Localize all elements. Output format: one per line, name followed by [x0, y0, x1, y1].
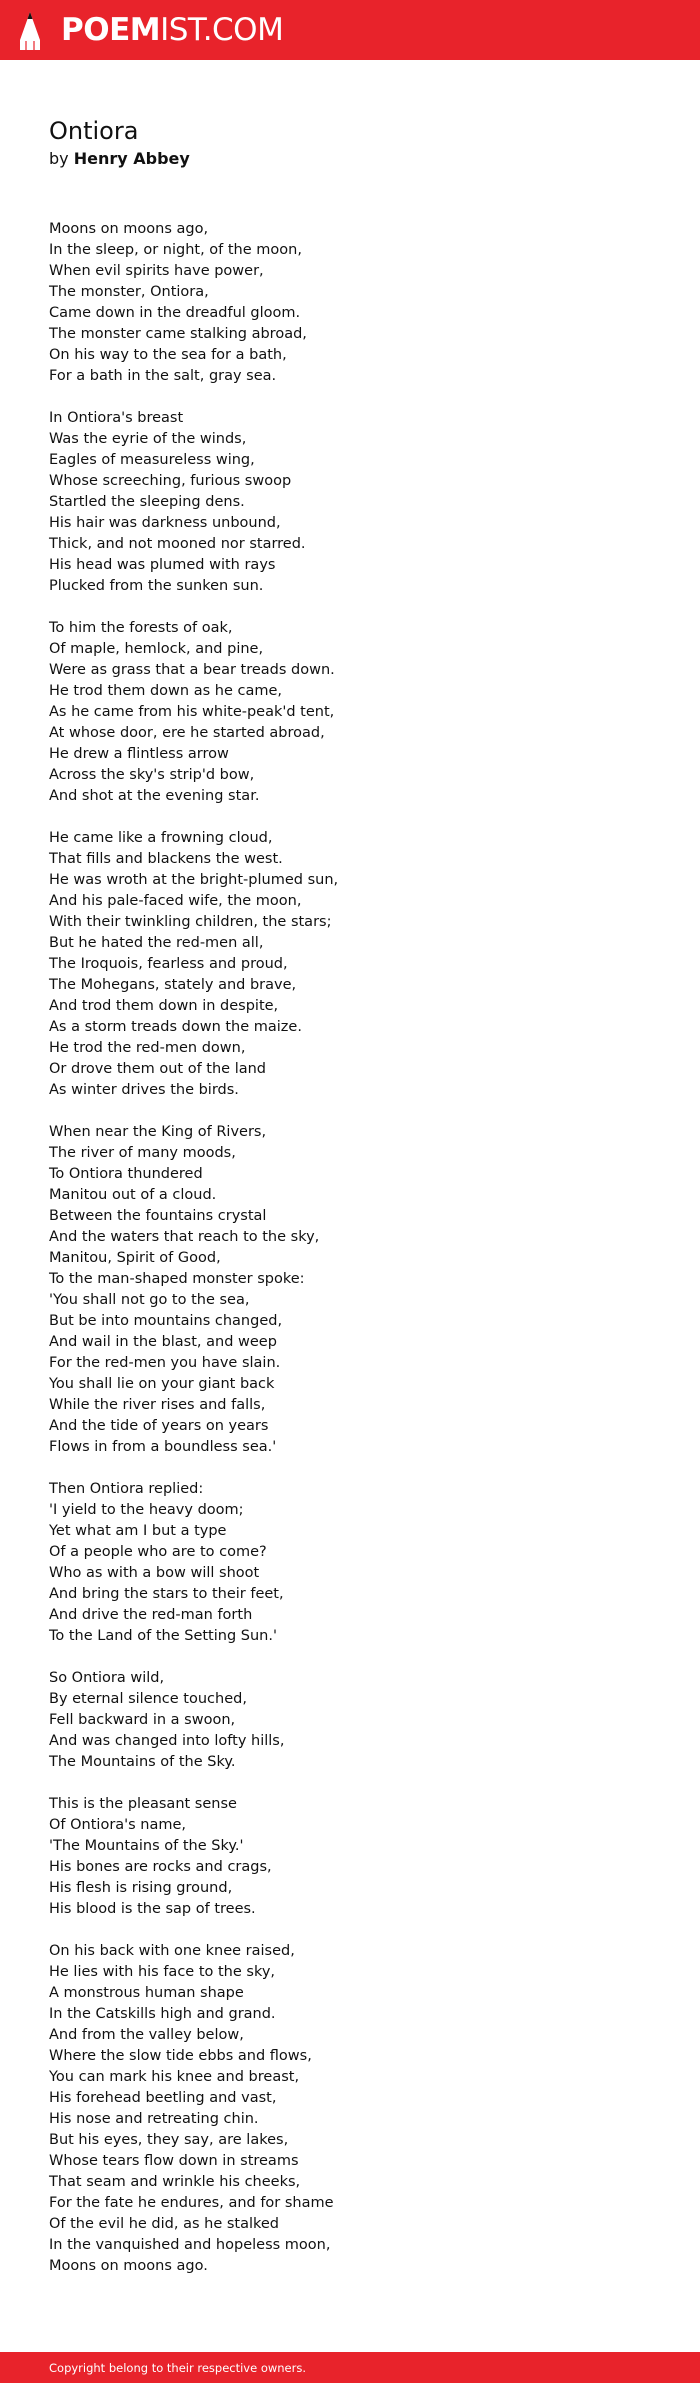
- poem-line: You can mark his knee and breast,: [49, 2069, 300, 2085]
- poem-line: And bring the stars to their feet,: [49, 1586, 284, 1602]
- poem-line: To the man-shaped monster spoke:: [49, 1271, 305, 1287]
- poem-line: Manitou out of a cloud.: [49, 1187, 217, 1203]
- poem-line: Of maple, hemlock, and pine,: [49, 641, 264, 657]
- poem-line: Who as with a bow will shoot: [49, 1565, 260, 1581]
- poem-line: Eagles of measureless wing,: [49, 452, 255, 468]
- poem-line: For the fate he endures, and for shame: [49, 2195, 334, 2211]
- poem-line: Whose tears flow down in streams: [49, 2153, 299, 2169]
- site-logo[interactable]: [61, 11, 283, 49]
- poem-line: And wail in the blast, and weep: [49, 1334, 277, 1350]
- poem-line: In Ontiora's breast: [49, 410, 184, 426]
- poem-author: Henry Abbey: [73, 149, 190, 168]
- poem-stanza: [49, 1122, 669, 1458]
- poem-line: That fills and blackens the west.: [49, 851, 283, 867]
- poem-stanza: [49, 408, 669, 597]
- poem-line: In the vanquished and hopeless moon,: [49, 2237, 331, 2253]
- site-header: [0, 0, 700, 60]
- poem-stanza: [49, 618, 669, 807]
- poem-line: His head was plumed with rays: [49, 557, 276, 573]
- poem-line: To the Land of the Setting Sun.': [49, 1628, 277, 1644]
- poem-line: He came like a frowning cloud,: [49, 830, 273, 846]
- poem-line: Of the evil he did, as he stalked: [49, 2216, 280, 2232]
- poem-line: His blood is the sap of trees.: [49, 1901, 256, 1917]
- poem-line: Startled the sleeping dens.: [49, 494, 245, 510]
- poem-line: In the Catskills high and grand.: [49, 2006, 276, 2022]
- poem-line: While the river rises and falls,: [49, 1397, 266, 1413]
- poem-line: And the waters that reach to the sky,: [49, 1229, 320, 1245]
- poem-title: Ontiora: [49, 117, 139, 145]
- poem-line: Fell backward in a swoon,: [49, 1712, 236, 1728]
- poem-line: The river of many moods,: [49, 1145, 236, 1161]
- poem-line: Or drove them out of the land: [49, 1061, 266, 1077]
- poem-line: Thick, and not mooned nor starred.: [49, 536, 306, 552]
- poem-line: Were as grass that a bear treads down.: [49, 662, 335, 678]
- poem-line: In the sleep, or night, of the moon,: [49, 242, 302, 258]
- poem-line: Moons on moons ago,: [49, 221, 209, 237]
- copyright-text: Copyright belong to their respective owners.: [49, 2361, 307, 2375]
- poem-line: And was changed into lofty hills,: [49, 1733, 285, 1749]
- poem-stanza: [49, 1794, 669, 1920]
- poem-line: To Ontiora thundered: [49, 1166, 203, 1182]
- poem-line: His flesh is rising ground,: [49, 1880, 233, 1896]
- poem-line: To him the forests of oak,: [49, 620, 233, 636]
- logo-bold-text: POEM: [61, 12, 161, 48]
- poem-line: And the tide of years on years: [49, 1418, 269, 1434]
- poem-line: The Mohegans, stately and brave,: [49, 977, 297, 993]
- poem-line: His hair was darkness unbound,: [49, 515, 281, 531]
- poem-line: But his eyes, they say, are lakes,: [49, 2132, 289, 2148]
- poem-line: Moons on moons ago.: [49, 2258, 208, 2274]
- site-footer: [0, 2352, 700, 2383]
- poem-line: The monster, Ontiora,: [49, 284, 209, 300]
- poem-line: By eternal silence touched,: [49, 1691, 247, 1707]
- poem-line: He trod the red-men down,: [49, 1040, 246, 1056]
- poem-line: 'The Mountains of the Sky.': [49, 1838, 244, 1854]
- poem-body: [49, 219, 669, 2298]
- poem-line: As a storm treads down the maize.: [49, 1019, 302, 1035]
- poem-line: On his back with one knee raised,: [49, 1943, 295, 1959]
- poem-line: With their twinkling children, the stars;: [49, 914, 332, 930]
- poem-line: Flows in from a boundless sea.': [49, 1439, 277, 1455]
- poem-line: Yet what am I but a type: [49, 1523, 227, 1539]
- poem-line: Then Ontiora replied:: [49, 1481, 204, 1497]
- poem-stanza: [49, 828, 669, 1101]
- poem-line: 'You shall not go to the sea,: [49, 1292, 250, 1308]
- poem-line: This is the pleasant sense: [49, 1796, 237, 1812]
- poem-line: His forehead beetling and vast,: [49, 2090, 277, 2106]
- poem-line: On his way to the sea for a bath,: [49, 347, 287, 363]
- poem-line: Was the eyrie of the winds,: [49, 431, 247, 447]
- poem-line: The Iroquois, fearless and proud,: [49, 956, 288, 972]
- poem-line: He lies with his face to the sky,: [49, 1964, 276, 1980]
- poem-byline: [49, 148, 190, 170]
- poem-line: When evil spirits have power,: [49, 263, 264, 279]
- poem-line: Between the fountains crystal: [49, 1208, 267, 1224]
- poem-line: Whose screeching, furious swoop: [49, 473, 292, 489]
- poem-line: And from the valley below,: [49, 2027, 244, 2043]
- poem-line: For the red-men you have slain.: [49, 1355, 281, 1371]
- poem-line: When near the King of Rivers,: [49, 1124, 267, 1140]
- poem-line: He trod them down as he came,: [49, 683, 282, 699]
- poem-line: His bones are rocks and crags,: [49, 1859, 272, 1875]
- poem-line: The Mountains of the Sky.: [49, 1754, 236, 1770]
- pencil-tip-icon[interactable]: [18, 10, 42, 52]
- poem-line: That seam and wrinkle his cheeks,: [49, 2174, 301, 2190]
- poem-line: Came down in the dreadful gloom.: [49, 305, 301, 321]
- poem-stanza: [49, 1479, 669, 1647]
- poem-line: And shot at the evening star.: [49, 788, 260, 804]
- poem-stanza: [49, 219, 669, 387]
- poem-stanza: [49, 1941, 669, 2277]
- poem-line: But be into mountains changed,: [49, 1313, 283, 1329]
- poem-line: A monstrous human shape: [49, 1985, 244, 2001]
- poem-line: He drew a flintless arrow: [49, 746, 229, 762]
- poem-line: So Ontiora wild,: [49, 1670, 165, 1686]
- poem-line: Of a people who are to come?: [49, 1544, 267, 1560]
- poem-line: And trod them down in despite,: [49, 998, 279, 1014]
- poem-line: Where the slow tide ebbs and flows,: [49, 2048, 312, 2064]
- poem-line: You shall lie on your giant back: [49, 1376, 275, 1392]
- poem-line: At whose door, ere he started abroad,: [49, 725, 325, 741]
- poem-line: But he hated the red-men all,: [49, 935, 264, 951]
- by-label: by: [49, 149, 69, 168]
- poem-line: Across the sky's strip'd bow,: [49, 767, 255, 783]
- poem-line: Manitou, Spirit of Good,: [49, 1250, 221, 1266]
- poem-line: 'I yield to the heavy doom;: [49, 1502, 244, 1518]
- poem-line: And his pale-faced wife, the moon,: [49, 893, 302, 909]
- poem-line: As winter drives the birds.: [49, 1082, 239, 1098]
- poem-line: Of Ontiora's name,: [49, 1817, 187, 1833]
- poem-line: He was wroth at the bright-plumed sun,: [49, 872, 339, 888]
- poem-line: As he came from his white-peak'd tent,: [49, 704, 335, 720]
- poem-line: His nose and retreating chin.: [49, 2111, 259, 2127]
- poem-line: And drive the red-man forth: [49, 1607, 253, 1623]
- poem-line: Plucked from the sunken sun.: [49, 578, 264, 594]
- poem-line: The monster came stalking abroad,: [49, 326, 307, 342]
- poem-line: For a bath in the salt, gray sea.: [49, 368, 277, 384]
- logo-light-text: IST.COM: [160, 12, 284, 48]
- poem-stanza: [49, 1668, 669, 1773]
